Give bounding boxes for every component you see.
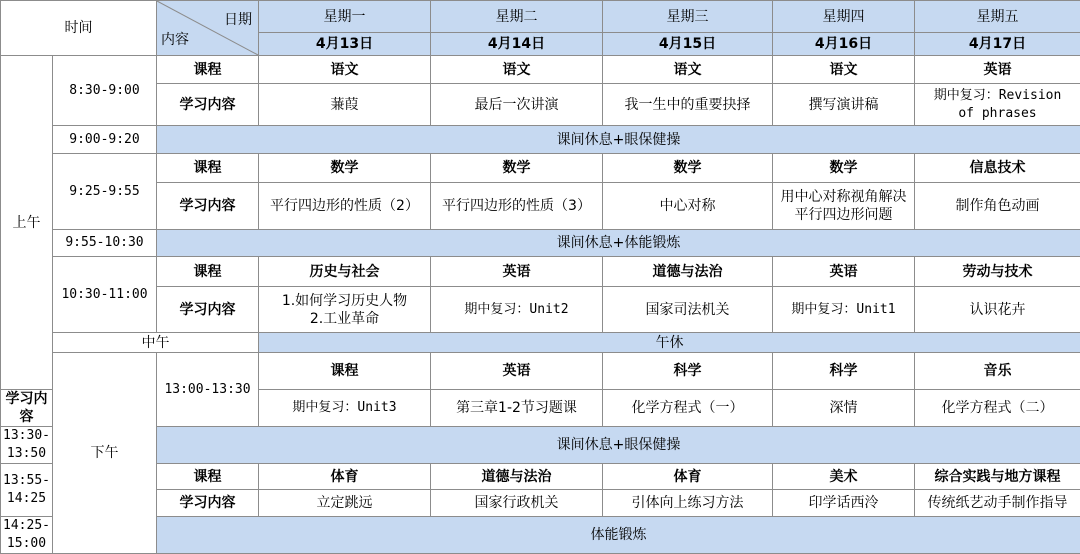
period-time: 9:25-9:55: [53, 154, 157, 230]
content-line: 传统纸艺动手制作指导: [928, 495, 1068, 511]
content-label: 学习内容: [157, 84, 259, 126]
content-cell: [259, 287, 431, 333]
noon-row: [1, 333, 1080, 353]
content-line: 印学话西泠: [809, 495, 879, 511]
section-noon: 中午: [53, 333, 259, 353]
content-cell: [773, 84, 915, 126]
content-line: 认识花卉: [970, 302, 1026, 318]
day-tuesday: 星期二: [431, 1, 603, 33]
content-line: 平行四边形的性质（3）: [442, 198, 591, 214]
period-5-content-row: [1, 490, 1080, 517]
date-content-diagonal-header: [157, 1, 259, 56]
period-5-course-row: [1, 464, 1080, 490]
content-line: 制作角色动画: [956, 198, 1040, 214]
course-cell: 语文: [773, 56, 915, 84]
period-time: 13:30-13:50: [1, 427, 53, 464]
period-1-course-row: [1, 56, 1080, 84]
content-line: 化学方程式（一）: [632, 400, 744, 416]
content-line: 国家司法机关: [646, 302, 730, 318]
content-cell: [915, 390, 1080, 427]
content-cell: [603, 390, 773, 427]
period-time: 9:00-9:20: [53, 126, 157, 154]
course-cell: 英语: [431, 257, 603, 287]
period-4-course-row: [1, 353, 1080, 390]
content-cell: [431, 84, 603, 126]
content-line: 立定跳远: [317, 495, 373, 511]
content-cell: [773, 490, 915, 517]
content-label: 学习内容: [1, 390, 53, 427]
break-row: [1, 517, 1080, 554]
content-line: 国家行政机关: [475, 495, 559, 511]
course-cell: 数学: [773, 154, 915, 183]
content-cell: [915, 287, 1080, 333]
course-label: 课程: [157, 257, 259, 287]
course-cell: 道德与法治: [431, 464, 603, 490]
course-cell: 英语: [915, 56, 1080, 84]
content-cell: [259, 183, 431, 230]
content-cell: [603, 183, 773, 230]
content-line: 深情: [830, 400, 858, 416]
section-morning: 上午: [1, 56, 53, 390]
diagonal-date-label: 日期: [224, 11, 252, 29]
content-line: 化学方程式（二）: [942, 400, 1054, 416]
course-cell: 信息技术: [915, 154, 1080, 183]
period-time: 10:30-11:00: [53, 257, 157, 333]
day-wednesday: 星期三: [603, 1, 773, 33]
content-line: 平行四边形问题: [775, 206, 912, 224]
content-line: 1.如何学习历史人物: [261, 292, 428, 310]
content-line: 2.工业革命: [261, 310, 428, 328]
course-cell: 道德与法治: [603, 257, 773, 287]
date-thursday: 4月16日: [773, 33, 915, 56]
content-label: 学习内容: [157, 490, 259, 517]
period-time: 8:30-9:00: [53, 56, 157, 126]
course-cell: 体育: [603, 464, 773, 490]
period-time: 13:00-13:30: [157, 353, 259, 427]
break-cell: 课间休息+眼保健操: [157, 126, 1080, 154]
content-line: 蒹葭: [331, 97, 359, 113]
period-2-course-row: [1, 154, 1080, 183]
content-line: 我一生中的重要抉择: [625, 97, 751, 113]
course-cell: 语文: [603, 56, 773, 84]
date-friday: 4月17日: [915, 33, 1080, 56]
course-label: 课程: [157, 56, 259, 84]
course-cell: 体育: [259, 464, 431, 490]
section-afternoon: 下午: [53, 353, 157, 554]
content-cell: [431, 183, 603, 230]
content-cell: [603, 490, 773, 517]
content-cell: [603, 84, 773, 126]
content-cell: [259, 490, 431, 517]
diagonal-content-label: 内容: [161, 31, 189, 49]
content-label: 学习内容: [157, 183, 259, 230]
course-cell: 英语: [431, 353, 603, 390]
time-header: 时间: [1, 1, 157, 56]
course-cell: 数学: [431, 154, 603, 183]
content-cell: [431, 490, 603, 517]
break-row: [1, 126, 1080, 154]
date-tuesday: 4月14日: [431, 33, 603, 56]
content-line: 引体向上练习方法: [632, 495, 744, 511]
period-3-course-row: [1, 257, 1080, 287]
period-1-content-row: [1, 84, 1080, 126]
course-label: 课程: [157, 154, 259, 183]
break-cell: 课间休息+体能锻炼: [157, 230, 1080, 257]
day-monday: 星期一: [259, 1, 431, 33]
period-time: 13:55-14:25: [1, 464, 53, 517]
break-cell: 午休: [259, 333, 1080, 353]
course-cell: 数学: [603, 154, 773, 183]
header-row-days: [1, 1, 1080, 33]
course-cell: 历史与社会: [259, 257, 431, 287]
content-cell: [431, 287, 603, 333]
content-cell: [773, 183, 915, 230]
period-3-content-row: [1, 287, 1080, 333]
break-row: [1, 427, 1080, 464]
course-label: 课程: [157, 464, 259, 490]
date-monday: 4月13日: [259, 33, 431, 56]
course-cell: 音乐: [915, 353, 1080, 390]
course-cell: 语文: [431, 56, 603, 84]
content-cell: [915, 490, 1080, 517]
course-cell: 语文: [259, 56, 431, 84]
content-cell: [259, 390, 431, 427]
course-cell: 英语: [773, 257, 915, 287]
content-cell: [603, 287, 773, 333]
content-line: 用中心对称视角解决: [775, 188, 912, 206]
period-time: 14:25-15:00: [1, 517, 53, 554]
content-line: 期中复习：Unit3: [292, 400, 396, 415]
course-cell: 劳动与技术: [915, 257, 1080, 287]
date-wednesday: 4月15日: [603, 33, 773, 56]
day-thursday: 星期四: [773, 1, 915, 33]
content-cell: [773, 390, 915, 427]
content-line: 平行四边形的性质（2）: [270, 198, 419, 214]
content-line: 中心对称: [660, 198, 716, 214]
day-friday: 星期五: [915, 1, 1080, 33]
content-line: 最后一次讲演: [475, 97, 559, 113]
content-cell: [773, 287, 915, 333]
break-cell: 课间休息+眼保健操: [157, 427, 1080, 464]
content-cell: [431, 390, 603, 427]
content-line: 期中复习：Unit2: [464, 302, 568, 317]
content-line: 期中复习：Revision: [917, 87, 1078, 105]
content-line: 第三章1-2节习题课: [456, 400, 577, 416]
content-line: 撰写演讲稿: [809, 97, 879, 113]
break-row: [1, 230, 1080, 257]
course-label: 课程: [259, 353, 431, 390]
content-cell: [915, 183, 1080, 230]
content-label: 学习内容: [157, 287, 259, 333]
period-time: 9:55-10:30: [53, 230, 157, 257]
course-cell: 数学: [259, 154, 431, 183]
course-cell: 综合实践与地方课程: [915, 464, 1080, 490]
course-cell: 美术: [773, 464, 915, 490]
break-cell: 体能锻炼: [157, 517, 1080, 554]
content-cell: [915, 84, 1080, 126]
content-cell: [259, 84, 431, 126]
course-cell: 科学: [773, 353, 915, 390]
course-cell: 科学: [603, 353, 773, 390]
period-2-content-row: [1, 183, 1080, 230]
content-line: 期中复习：Unit1: [791, 302, 895, 317]
content-line: of phrases: [917, 105, 1078, 123]
